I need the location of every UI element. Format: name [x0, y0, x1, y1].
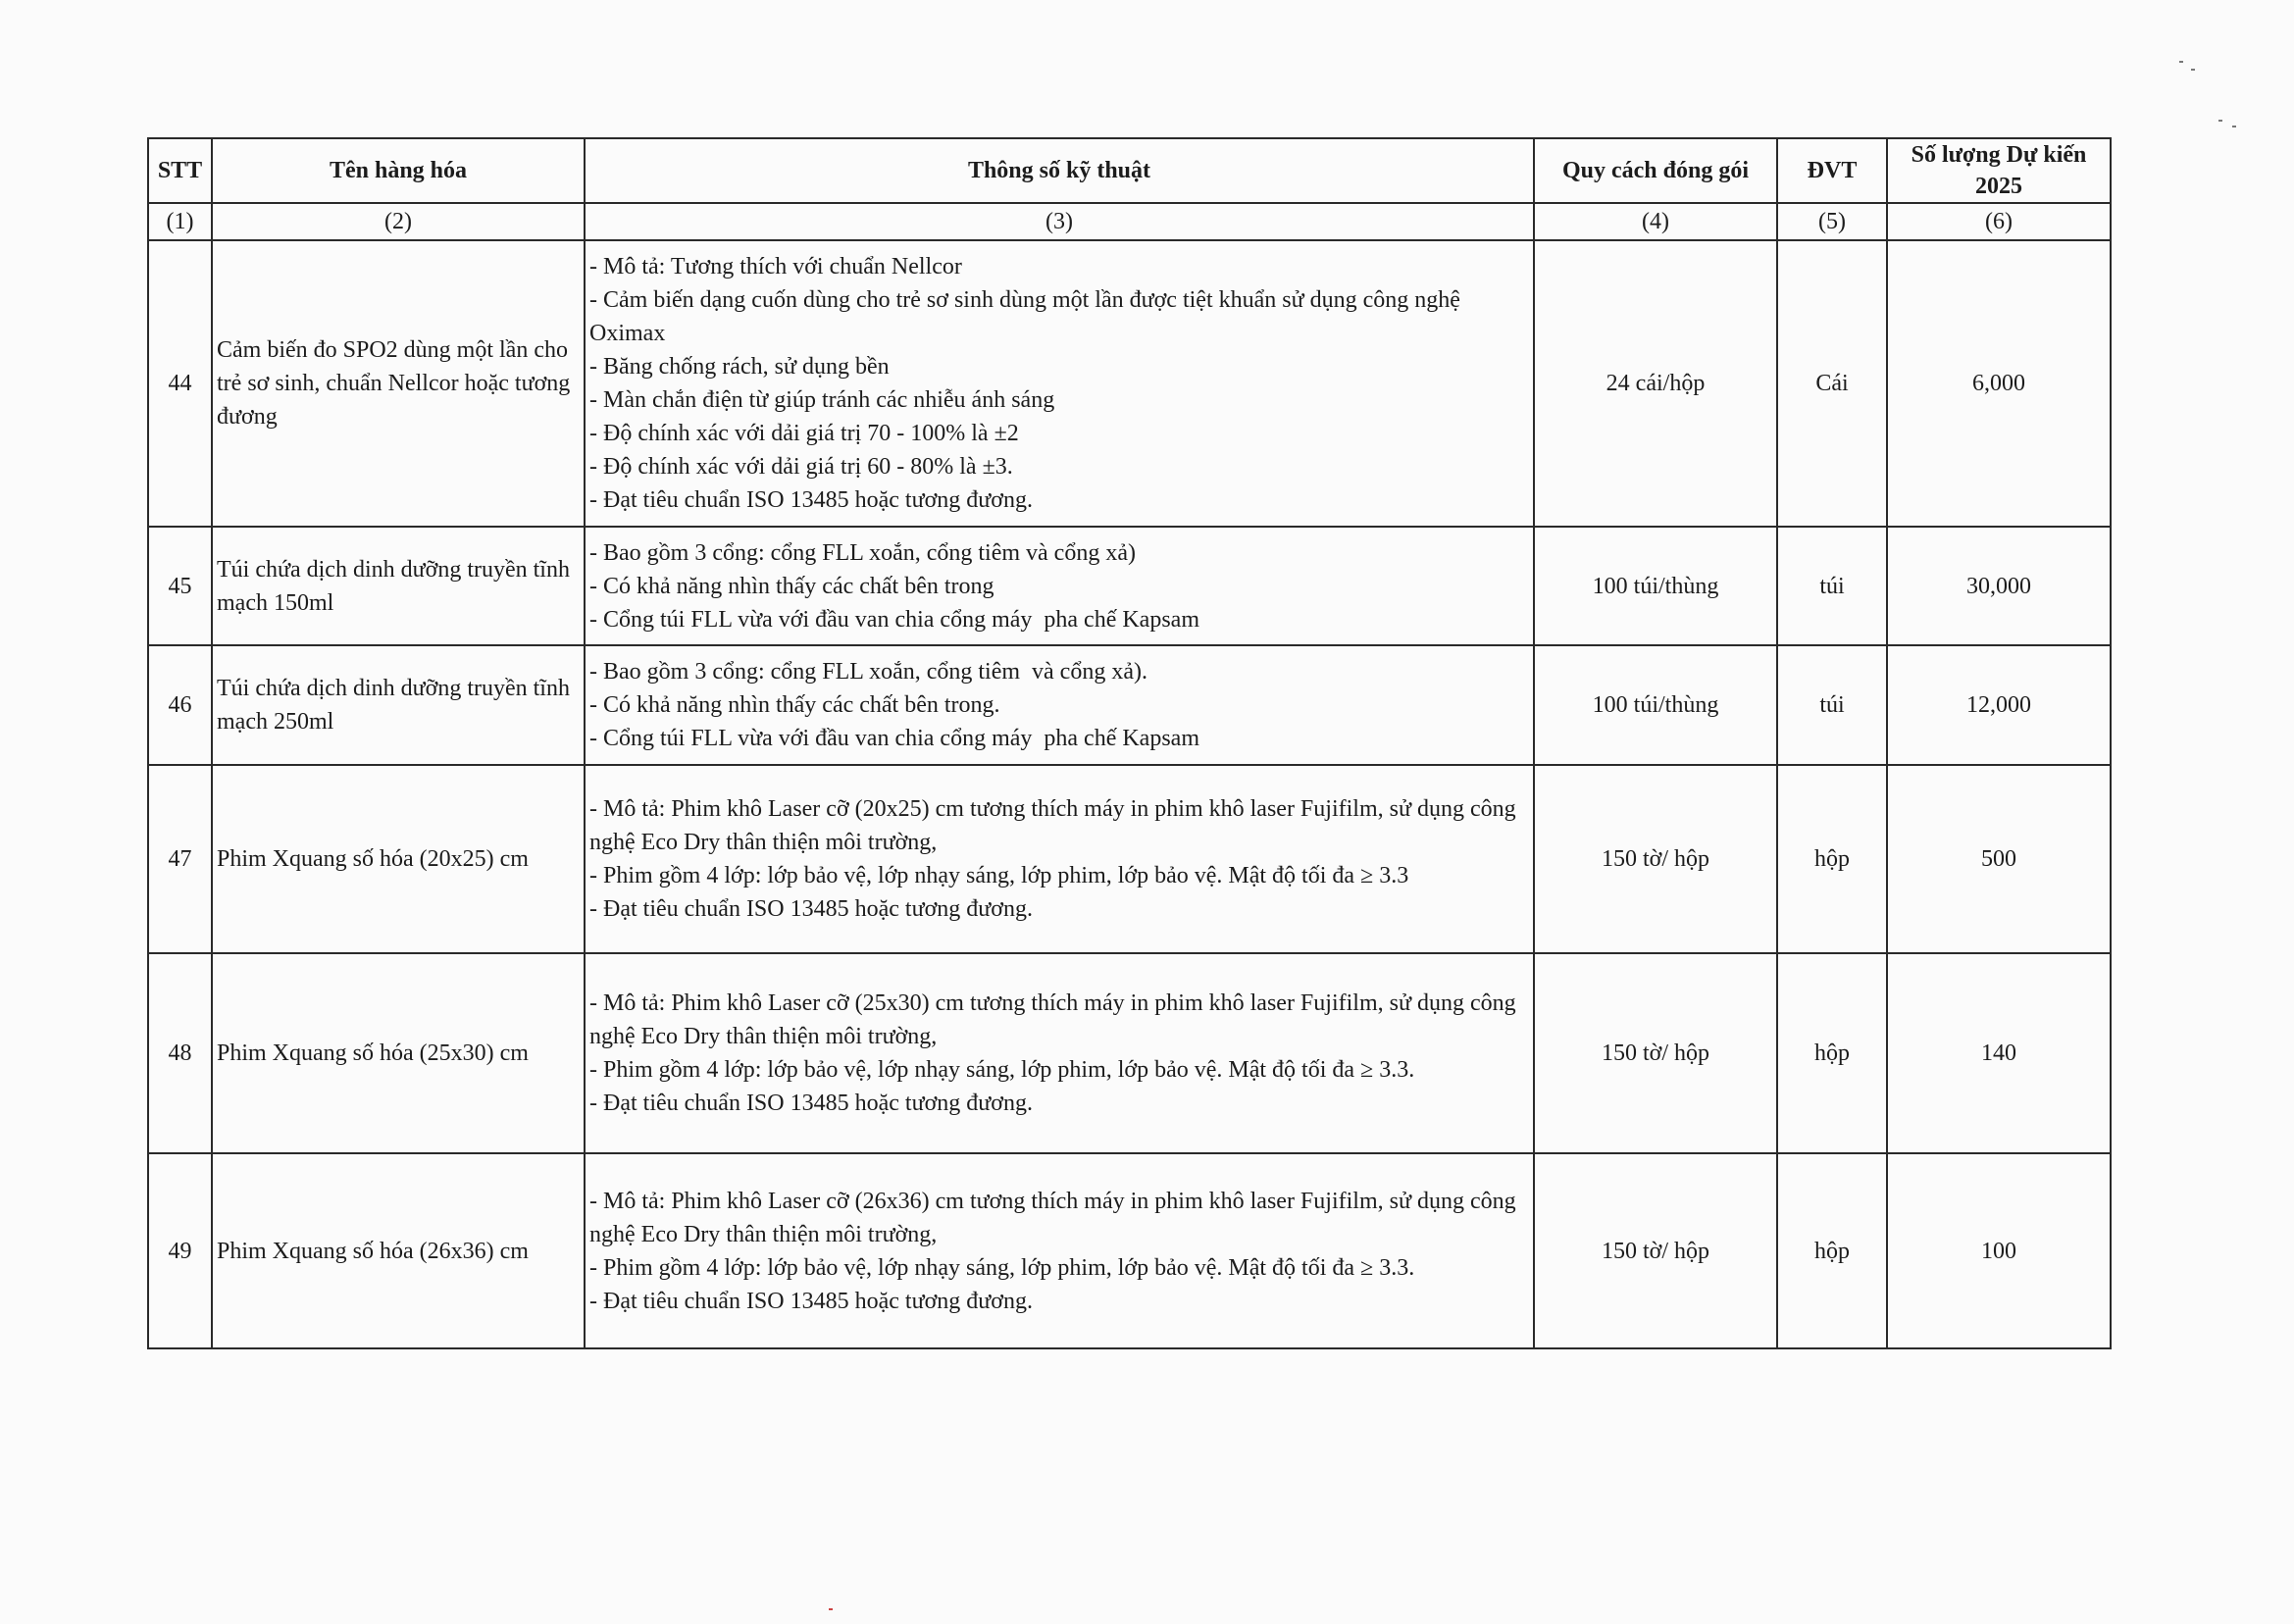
spec-line: - Mô tả: Tương thích với chuẩn Nellcor: [589, 254, 962, 279]
row-item-name: Phim Xquang số hóa (20x25) cm: [212, 765, 585, 953]
header-specification: Thông số kỹ thuật: [585, 138, 1534, 203]
row-item-name: Cảm biến đo SPO2 dùng một lần cho trẻ sơ sinh, chuẩn Nellcor hoặc tương đương: [212, 240, 585, 527]
scan-speck: [2191, 69, 2195, 71]
spec-line: - Mô tả: Phim khô Laser cỡ (25x30) cm tương thích máy in phim khô laser Fujifilm, sử dụng công nghệ Eco Dry thân thiện môi trường,: [589, 990, 1522, 1049]
row-quantity: 140: [1887, 953, 2111, 1153]
row-unit: hộp: [1777, 953, 1887, 1153]
spec-line: - Phim gồm 4 lớp: lớp bảo vệ, lớp nhạy sáng, lớp phim, lớp bảo vệ. Mật độ tối đa ≥ 3.3.: [589, 1254, 1415, 1281]
row-specification: [585, 765, 1534, 953]
row-unit: hộp: [1777, 765, 1887, 953]
spec-line: - Độ chính xác với dải giá trị 60 - 80% là ±3.: [589, 454, 1013, 480]
spec-line: - Mô tả: Phim khô Laser cỡ (26x36) cm tương thích máy in phim khô laser Fujifilm, sử dụng công nghệ Eco Dry thân thiện môi trường,: [589, 1188, 1522, 1247]
spec-line: - Bao gồm 3 cổng: cổng FLL xoắn, cổng tiêm và cổng xả).: [589, 659, 1147, 685]
spec-line: - Cổng túi FLL vừa với đầu van chia cổng máy pha chế Kapsam: [589, 606, 1199, 633]
row-item-name: Phim Xquang số hóa (25x30) cm: [212, 953, 585, 1153]
header-packing: Quy cách đóng gói: [1534, 138, 1777, 203]
spec-line: - Phim gồm 4 lớp: lớp bảo vệ, lớp nhạy sáng, lớp phim, lớp bảo vệ. Mật độ tối đa ≥ 3.3.: [589, 1057, 1415, 1083]
row-stt: 44: [148, 240, 212, 527]
spec-line: - Bao gồm 3 cổng: cổng FLL xoắn, cổng tiêm và cổng xả): [589, 539, 1136, 566]
header-quantity: Số lượng Dự kiến 2025: [1887, 138, 2111, 203]
row-specification: [585, 645, 1534, 765]
spec-line: - Đạt tiêu chuẩn ISO 13485 hoặc tương đương.: [589, 1288, 1033, 1314]
scan-speck: [2218, 120, 2222, 122]
row-packing: 150 tờ/ hộp: [1534, 1153, 1777, 1348]
row-stt: 45: [148, 527, 212, 645]
row-quantity: 30,000: [1887, 527, 2111, 645]
row-packing: 150 tờ/ hộp: [1534, 765, 1777, 953]
specification-table: [147, 137, 2112, 1349]
column-number: (3): [585, 203, 1534, 240]
row-specification: [585, 240, 1534, 527]
spec-line: - Cảm biến dạng cuốn dùng cho trẻ sơ sinh dùng một lần được tiệt khuẩn sử dụng công nghệ Oximax: [589, 287, 1466, 346]
spec-line: - Có khả năng nhìn thấy các chất bên trong.: [589, 692, 1000, 718]
column-number: (6): [1887, 203, 2111, 240]
row-packing: 100 túi/thùng: [1534, 527, 1777, 645]
row-specification: [585, 953, 1534, 1153]
column-number: (2): [212, 203, 585, 240]
spec-line: - Mô tả: Phim khô Laser cỡ (20x25) cm tương thích máy in phim khô laser Fujifilm, sử dụng công nghệ Eco Dry thân thiện môi trường,: [589, 796, 1522, 855]
column-number: (1): [148, 203, 212, 240]
row-item-name: Phim Xquang số hóa (26x36) cm: [212, 1153, 585, 1348]
row-unit: hộp: [1777, 1153, 1887, 1348]
row-quantity: 100: [1887, 1153, 2111, 1348]
spec-line: - Màn chắn điện từ giúp tránh các nhiễu ánh sáng: [589, 387, 1055, 413]
spec-line: - Băng chống rách, sử dụng bền: [589, 354, 890, 380]
table-row: [148, 240, 2111, 527]
scan-speck: [2179, 61, 2183, 63]
spec-line: - Phim gồm 4 lớp: lớp bảo vệ, lớp nhạy sáng, lớp phim, lớp bảo vệ. Mật độ tối đa ≥ 3.3: [589, 863, 1409, 888]
row-packing: 24 cái/hộp: [1534, 240, 1777, 527]
spec-line: - Đạt tiêu chuẩn ISO 13485 hoặc tương đương.: [589, 487, 1033, 513]
row-specification: [585, 527, 1534, 645]
row-stt: 47: [148, 765, 212, 953]
spec-line: - Đạt tiêu chuẩn ISO 13485 hoặc tương đương.: [589, 896, 1033, 922]
scan-speck: [2232, 126, 2236, 127]
spec-line: - Đạt tiêu chuẩn ISO 13485 hoặc tương đương.: [589, 1091, 1033, 1116]
table-row: [148, 527, 2111, 645]
spec-line: - Có khả năng nhìn thấy các chất bên trong: [589, 573, 994, 599]
column-number: (4): [1534, 203, 1777, 240]
header-item-name: Tên hàng hóa: [212, 138, 585, 203]
row-packing: 150 tờ/ hộp: [1534, 953, 1777, 1153]
scan-speck: [829, 1608, 833, 1610]
row-specification: [585, 1153, 1534, 1348]
row-item-name: Túi chứa dịch dinh dưỡng truyền tĩnh mạch 250ml: [212, 645, 585, 765]
row-unit: túi: [1777, 527, 1887, 645]
table-row: [148, 1153, 2111, 1348]
row-item-name: Túi chứa dịch dinh dưỡng truyền tĩnh mạch 150ml: [212, 527, 585, 645]
header-stt: STT: [148, 138, 212, 203]
row-packing: 100 túi/thùng: [1534, 645, 1777, 765]
row-stt: 46: [148, 645, 212, 765]
table-row: [148, 645, 2111, 765]
row-stt: 49: [148, 1153, 212, 1348]
spec-line: - Độ chính xác với dải giá trị 70 - 100% là ±2: [589, 421, 1019, 446]
table-row: [148, 953, 2111, 1153]
row-unit: Cái: [1777, 240, 1887, 527]
row-quantity: 500: [1887, 765, 2111, 953]
row-quantity: 12,000: [1887, 645, 2111, 765]
row-quantity: 6,000: [1887, 240, 2111, 527]
header-row: [148, 138, 2111, 203]
row-stt: 48: [148, 953, 212, 1153]
table-row: [148, 765, 2111, 953]
row-unit: túi: [1777, 645, 1887, 765]
column-number: (5): [1777, 203, 1887, 240]
column-number-row: [148, 203, 2111, 240]
header-unit: ĐVT: [1777, 138, 1887, 203]
spec-line: - Cổng túi FLL vừa với đầu van chia cổng máy pha chế Kapsam: [589, 726, 1199, 751]
